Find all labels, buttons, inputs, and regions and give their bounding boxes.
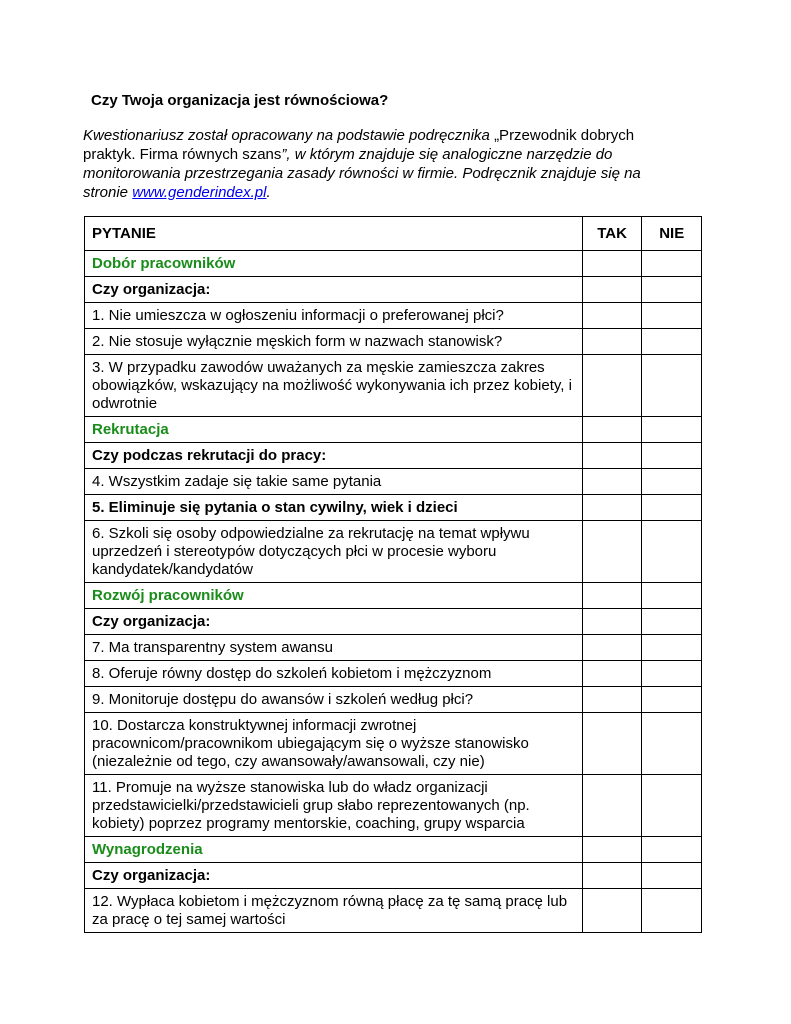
answer-cell-yes[interactable] (582, 583, 642, 609)
answer-cell-no[interactable] (642, 863, 702, 889)
question-row (85, 775, 702, 837)
section-row (85, 251, 702, 277)
answer-cell-yes[interactable] (582, 443, 642, 469)
question-text: 8. Oferuje równy dostęp do szkoleń kobietom i mężczyznom (85, 661, 583, 687)
subheading-row (85, 277, 702, 303)
table-header-row (85, 217, 702, 251)
answer-cell-no[interactable] (642, 329, 702, 355)
question-row (85, 329, 702, 355)
question-text: Czy podczas rekrutacji do pracy: (85, 443, 583, 469)
question-text: 2. Nie stosuje wyłącznie męskich form w nazwach stanowisk? (85, 329, 583, 355)
subheading-row (85, 443, 702, 469)
subheading-row (85, 863, 702, 889)
intro-paragraph (83, 126, 683, 202)
question-text: 6. Szkoli się osoby odpowiedzialne za rekrutację na temat wpływu uprzedzeń i stereotypów dotyczących płci w procesie wyboru kandydatek/kandydatów (85, 521, 583, 583)
question-text: Wynagrodzenia (85, 837, 583, 863)
question-text: Rekrutacja (85, 417, 583, 443)
section-row (85, 417, 702, 443)
intro-text-1: Kwestionariusz został opracowany na podstawie podręcznika (83, 127, 495, 144)
question-text: 5. Eliminuje się pytania o stan cywilny, wiek i dzieci (85, 495, 583, 521)
answer-cell-no[interactable] (642, 277, 702, 303)
answer-cell-no[interactable] (642, 837, 702, 863)
answer-cell-yes[interactable] (582, 277, 642, 303)
answer-cell-yes[interactable] (582, 635, 642, 661)
answer-cell-no[interactable] (642, 713, 702, 775)
question-row (85, 303, 702, 329)
header-question: PYTANIE (85, 217, 583, 251)
question-text: 3. W przypadku zawodów uważanych za męskie zamieszcza zakres obowiązków, wskazujący na możliwość wykonywania ich przez kobiety, i odwrotnie (85, 355, 583, 417)
answer-cell-yes[interactable] (582, 495, 642, 521)
answer-cell-yes[interactable] (582, 713, 642, 775)
question-text: 10. Dostarcza konstruktywnej informacji zwrotnej pracownicom/pracownikom ubiegającym się o wyższe stanowisko (niezależnie od tego, czy awansowały/awansowali, czy nie) (85, 713, 583, 775)
question-row (85, 469, 702, 495)
answer-cell-yes[interactable] (582, 609, 642, 635)
answer-cell-no[interactable] (642, 635, 702, 661)
answer-cell-no[interactable] (642, 495, 702, 521)
intro-text-3: ”, w którym znajduje się analogiczne narzędzie do monitorowania przestrzegania zasady równości w firmie. Podręcznik znajduje się na stronie (83, 146, 641, 201)
question-row (85, 355, 702, 417)
answer-cell-yes[interactable] (582, 837, 642, 863)
answer-cell-no[interactable] (642, 417, 702, 443)
question-text: Rozwój pracowników (85, 583, 583, 609)
question-text: Czy organizacja: (85, 609, 583, 635)
question-text: 4. Wszystkim zadaje się takie same pytania (85, 469, 583, 495)
answer-cell-yes[interactable] (582, 251, 642, 277)
answer-cell-no[interactable] (642, 583, 702, 609)
question-row (85, 495, 702, 521)
header-no: NIE (642, 217, 702, 251)
answer-cell-no[interactable] (642, 609, 702, 635)
questionnaire-table (84, 216, 702, 933)
question-row (85, 635, 702, 661)
answer-cell-yes[interactable] (582, 417, 642, 443)
answer-cell-no[interactable] (642, 443, 702, 469)
question-text: 9. Monitoruje dostępu do awansów i szkoleń według płci? (85, 687, 583, 713)
question-text: Dobór pracowników (85, 251, 583, 277)
answer-cell-no[interactable] (642, 251, 702, 277)
question-text: Czy organizacja: (85, 277, 583, 303)
answer-cell-yes[interactable] (582, 303, 642, 329)
question-row (85, 713, 702, 775)
question-text: 7. Ma transparentny system awansu (85, 635, 583, 661)
question-text: Czy organizacja: (85, 863, 583, 889)
intro-text-2: „Przewodnik dobrych praktyk. Firma równych szans (83, 127, 635, 163)
page-title: Czy Twoja organizacja jest równościowa? (91, 92, 389, 109)
answer-cell-yes[interactable] (582, 775, 642, 837)
question-text: 12. Wypłaca kobietom i mężczyznom równą płacę za tę samą pracę lub za pracę o tej samej wartości (85, 889, 583, 933)
answer-cell-no[interactable] (642, 889, 702, 933)
subheading-row (85, 609, 702, 635)
genderindex-link[interactable]: www.genderindex.pl (132, 184, 267, 201)
answer-cell-no[interactable] (642, 775, 702, 837)
answer-cell-no[interactable] (642, 355, 702, 417)
answer-cell-yes[interactable] (582, 687, 642, 713)
question-row (85, 889, 702, 933)
answer-cell-no[interactable] (642, 469, 702, 495)
answer-cell-yes[interactable] (582, 521, 642, 583)
answer-cell-yes[interactable] (582, 863, 642, 889)
answer-cell-yes[interactable] (582, 469, 642, 495)
answer-cell-yes[interactable] (582, 889, 642, 933)
answer-cell-no[interactable] (642, 661, 702, 687)
answer-cell-no[interactable] (642, 521, 702, 583)
question-text: 1. Nie umieszcza w ogłoszeniu informacji o preferowanej płci? (85, 303, 583, 329)
section-row (85, 837, 702, 863)
question-text: 11. Promuje na wyższe stanowiska lub do władz organizacji przedstawicielki/przedstawicieli grup słabo reprezentowanych (np. kobiety) poprzez programy mentorskie, coaching, grupy wsparcia (85, 775, 583, 837)
question-row (85, 521, 702, 583)
answer-cell-yes[interactable] (582, 355, 642, 417)
question-row (85, 687, 702, 713)
header-yes: TAK (582, 217, 642, 251)
question-row (85, 661, 702, 687)
answer-cell-yes[interactable] (582, 329, 642, 355)
intro-text-4: . (266, 184, 271, 201)
answer-cell-yes[interactable] (582, 661, 642, 687)
answer-cell-no[interactable] (642, 303, 702, 329)
answer-cell-no[interactable] (642, 687, 702, 713)
section-row (85, 583, 702, 609)
